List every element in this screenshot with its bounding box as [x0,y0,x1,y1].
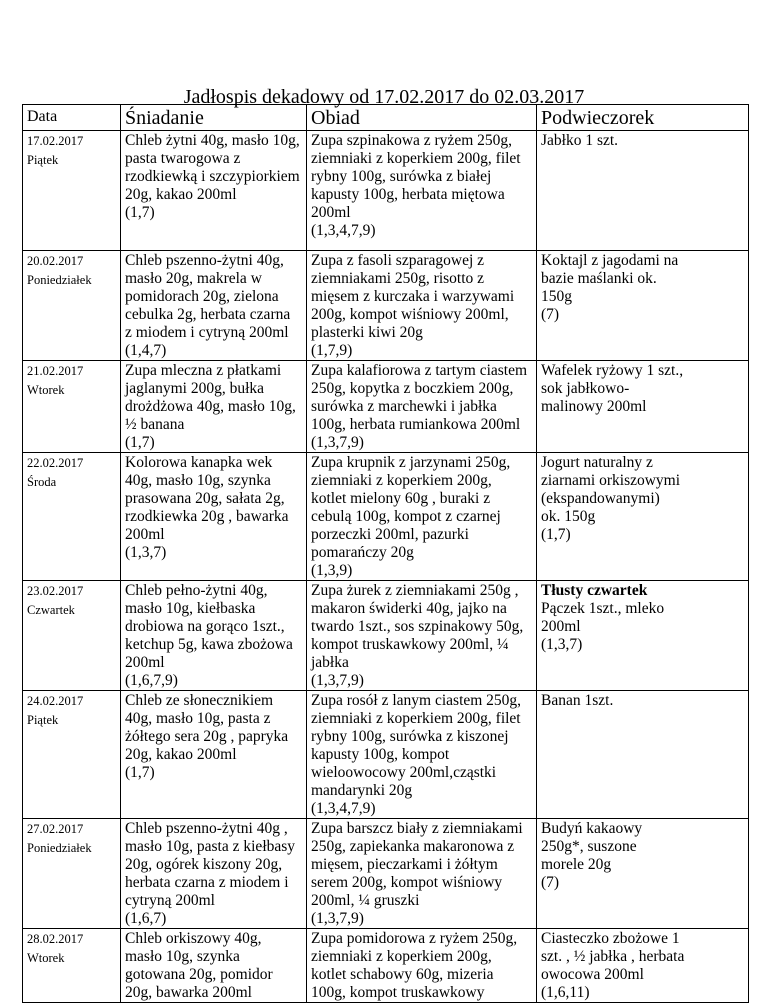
table-row [23,453,749,581]
date-value: 28.02.2017 [27,932,84,946]
lunch-line: Zupa barszcz biały z ziemniakami [311,820,523,837]
breakfast-line: gotowana 20g, pomidor [125,966,273,983]
date-value: 21.02.2017 [27,364,84,378]
breakfast-cell [121,581,307,691]
weekday-label: Poniedziałek [27,841,92,855]
header-lunch: Obiad [307,105,537,131]
header-breakfast: Śniadanie [121,105,307,131]
breakfast-line: rzodkiewką i szczypiorkiem [125,168,300,185]
lunch-cell [307,251,537,361]
lunch-line: serem 200g, kompot wiśniowy [311,874,503,891]
lunch-line: 250g, zapiekanka makaronowa z [311,838,515,855]
breakfast-line: cebulka 2g, herbata czarna [125,306,291,323]
date-value: 23.02.2017 [27,584,84,598]
lunch-cell [307,361,537,453]
weekday-label: Piątek [27,713,59,727]
breakfast-line: 200ml [125,654,165,671]
date-value: 24.02.2017 [27,694,84,708]
breakfast-line: Chleb orkiszowy 40g, [125,930,262,947]
date-cell [23,691,121,819]
lunch-line: porzeczki 200ml, pazurki [311,526,469,543]
breakfast-cell [121,251,307,361]
snack-line: 150g [541,288,572,305]
table-row [23,819,749,929]
lunch-line: mięsem, pieczarkami i żółtym [311,856,498,873]
lunch-line: (1,7,9) [311,342,353,359]
breakfast-line: żółtego sera 20g , papryka [125,728,289,745]
weekday-label: Poniedziałek [27,273,92,287]
breakfast-line: masło 10g, kiełbaska [125,600,256,617]
lunch-line: kotlet schabowy 60g, mizeria [311,966,494,983]
lunch-line: Zupa pomidorowa z ryżem 250g, [311,930,518,947]
breakfast-cell [121,453,307,581]
lunch-line: (1,3,4,7,9) [311,800,376,817]
snack-line: ziarnami orkiszowymi [541,472,681,489]
breakfast-line: Chleb pszenno-żytni 40g , [125,820,288,837]
breakfast-line: ketchup 5g, kawa zbożowa [125,636,293,653]
breakfast-line: masło 20g, makrela w [125,270,262,287]
snack-cell [537,453,749,581]
lunch-line: Zupa krupnik z jarzynami 250g, [311,454,511,471]
breakfast-line: masło 10g, pasta z kiełbasy [125,838,296,855]
breakfast-line: pasta twarogowa z [125,150,241,167]
lunch-cell [307,453,537,581]
date-value: 27.02.2017 [27,822,84,836]
breakfast-line: z miodem i cytryną 200ml [125,324,289,341]
snack-cell [537,581,749,691]
lunch-line: kapusty 100g, kompot [311,746,450,763]
lunch-line: mięsem z kurczaka i warzywami [311,288,515,305]
lunch-cell [307,819,537,929]
breakfast-line: Chleb pełno-żytni 40g, [125,582,268,599]
lunch-line: 250g, kopytka z boczkiem 200g, [311,380,514,397]
breakfast-cell [121,819,307,929]
lunch-line: cebulą 100g, kompot z czarnej [311,508,501,525]
snack-cell [537,361,749,453]
breakfast-line: (1,7) [125,434,155,451]
breakfast-line: (1,6,7,9) [125,672,178,689]
lunch-line: (1,3,4,7,9) [311,222,376,239]
lunch-line: 100g, kompot truskawkowy [311,984,485,1001]
snack-line: 250g*, suszone [541,838,637,855]
table-row [23,131,749,251]
breakfast-line: 200ml [125,526,165,543]
snack-line: 200ml [541,618,581,635]
snack-line: (1,6,11) [541,984,590,1001]
weekday-label: Wtorek [27,383,65,397]
breakfast-line: (1,7) [125,764,155,781]
snack-line: ok. 150g [541,508,596,525]
lunch-line: 100g, herbata rumiankowa 200ml [311,416,521,433]
date-cell [23,819,121,929]
breakfast-line: (1,7) [125,204,155,221]
snack-cell [537,251,749,361]
header-date: Data [23,105,121,131]
lunch-line: 200ml [311,204,351,221]
header-row [23,105,749,131]
lunch-cell [307,691,537,819]
breakfast-line: 20g, kakao 200ml [125,186,237,203]
lunch-line: ziemniaki z koperkiem 200g, filet [311,150,521,167]
breakfast-line: pomidorach 20g, zielona [125,288,279,305]
snack-cell [537,131,749,251]
breakfast-line: 20g, ogórek kiszony 20g, [125,856,283,873]
snack-line: Jogurt naturalny z [541,454,653,471]
breakfast-line: (1,3,7) [125,544,167,561]
breakfast-line: Kolorowa kanapka wek [125,454,273,471]
date-cell [23,581,121,691]
date-value: 17.02.2017 [27,134,84,148]
lunch-line: 200g, kompot wiśniowy 200ml, [311,306,509,323]
breakfast-line: Zupa mleczna z płatkami [125,362,282,379]
breakfast-cell [121,929,307,1003]
lunch-line: Zupa rosół z lanym ciastem 250g, [311,692,522,709]
date-cell [23,929,121,1003]
breakfast-line: cytryną 200ml [125,892,215,909]
weekday-label: Piątek [27,153,59,167]
snack-line: (1,7) [541,526,571,543]
lunch-line: (1,3,7,9) [311,672,364,689]
snack-cell [537,691,749,819]
snack-cell [537,929,749,1003]
lunch-line: rybny 100g, surówka z kiszonej [311,728,509,745]
lunch-line: makaron świderki 40g, jajko na [311,600,507,617]
date-cell [23,131,121,251]
snack-line: (7) [541,306,560,323]
breakfast-line: drobiowa na gorąco 1szt., [125,618,285,635]
snack-line: malinowy 200ml [541,398,647,415]
breakfast-line: prasowana 20g, sałata 2g, [125,490,285,507]
breakfast-line: Chleb pszenno-żytni 40g, [125,252,284,269]
snack-line: Wafelek ryżowy 1 szt., [541,362,684,379]
weekday-label: Środa [27,475,57,489]
snack-line: (1,3,7) [541,636,583,653]
snack-highlight: Tłusty czwartek [541,582,648,599]
lunch-line: (1,3,9) [311,562,353,579]
snack-cell [537,819,749,929]
lunch-line: ziemniakami 250g, risotto z [311,270,485,287]
weekday-label: Wtorek [27,951,65,965]
breakfast-cell [121,361,307,453]
lunch-line: ziemniaki z koperkiem 200g, [311,472,492,489]
snack-line: bazie maślanki ok. [541,270,657,287]
breakfast-line: 40g, masło 10g, szynka [125,472,271,489]
weekday-label: Czwartek [27,603,75,617]
lunch-cell [307,581,537,691]
snack-line: sok jabłkowo- [541,380,630,397]
lunch-cell [307,131,537,251]
breakfast-cell [121,131,307,251]
lunch-line: Zupa szpinakowa z ryżem 250g, [311,132,513,149]
breakfast-line: herbata czarna z miodem i [125,874,289,891]
snack-line: Jabłko 1 szt. [541,132,619,149]
lunch-line: twardo 1szt., sos szpinakowy 50g, [311,618,524,635]
snack-line: morele 20g [541,856,612,873]
table-row [23,691,749,819]
lunch-line: surówka z marchewki i jabłka [311,398,497,415]
lunch-line: 200ml, ¼ gruszki [311,892,420,909]
snack-line: Ciasteczko zbożowe 1 [541,930,680,947]
table-row [23,251,749,361]
breakfast-line: (1,6,7) [125,910,167,927]
table-row [23,361,749,453]
breakfast-line: 20g, bawarka 200ml [125,984,252,1001]
lunch-line: Zupa kalafiorowa z tartym ciastem [311,362,528,379]
lunch-line: mandarynki 20g [311,782,413,799]
date-cell [23,361,121,453]
date-cell [23,251,121,361]
menu-table [22,104,749,1003]
snack-line: (7) [541,874,560,891]
breakfast-line: ½ banana [125,416,185,433]
date-cell [23,453,121,581]
lunch-line: ziemniaki z koperkiem 200g, [311,948,492,965]
lunch-cell [307,929,537,1003]
snack-line: owocowa 200ml [541,966,644,983]
lunch-line: rybny 100g, surówka z białej [311,168,492,185]
lunch-line: Zupa z fasoli szparagowej z [311,252,485,269]
lunch-line: plasterki kiwi 20g [311,324,423,341]
date-value: 22.02.2017 [27,456,84,470]
breakfast-line: 20g, kakao 200ml [125,746,237,763]
lunch-line: wieloowocowy 200ml,cząstki [311,764,497,781]
breakfast-line: Chleb żytni 40g, masło 10g, [125,132,300,149]
breakfast-line: 40g, masło 10g, pasta z [125,710,271,727]
lunch-line: (1,3,7,9) [311,434,364,451]
lunch-line: ziemniaki z koperkiem 200g, filet [311,710,521,727]
lunch-line: kotlet mielony 60g , buraki z [311,490,491,507]
lunch-line: kompot truskawkowy 200ml, ¼ [311,636,509,653]
lunch-line: kapusty 100g, herbata miętowa [311,186,505,203]
date-value: 20.02.2017 [27,254,84,268]
breakfast-line: masło 10g, szynka [125,948,240,965]
lunch-line: pomarańczy 20g [311,544,414,561]
lunch-line: jabłka [311,654,349,671]
lunch-line: (1,3,7,9) [311,910,364,927]
breakfast-line: rzodkiewka 20g , bawarka [125,508,289,525]
lunch-line: Zupa żurek z ziemniakami 250g , [311,582,519,599]
table-row [23,581,749,691]
snack-line: (ekspandowanymi) [541,490,660,507]
breakfast-line: drożdżowa 40g, masło 10g, [125,398,296,415]
snack-line: szt. , ½ jabłka , herbata [541,948,685,965]
breakfast-cell [121,691,307,819]
table-row [23,929,749,1003]
document-title: Jadłospis dekadowy od 17.02.2017 do 02.03.2017 [183,86,585,108]
breakfast-line: (1,4,7) [125,342,167,359]
breakfast-line: Chleb ze słonecznikiem [125,692,274,709]
snack-line: Budyń kakaowy [541,820,643,837]
snack-line: Pączek 1szt., mleko [541,600,665,617]
breakfast-line: jaglanymi 200g, bułka [125,380,265,397]
snack-line: Banan 1szt. [541,692,614,709]
snack-line: Koktajl z jagodami na [541,252,679,269]
menu-body [23,131,749,1003]
header-snack: Podwieczorek [537,105,749,131]
